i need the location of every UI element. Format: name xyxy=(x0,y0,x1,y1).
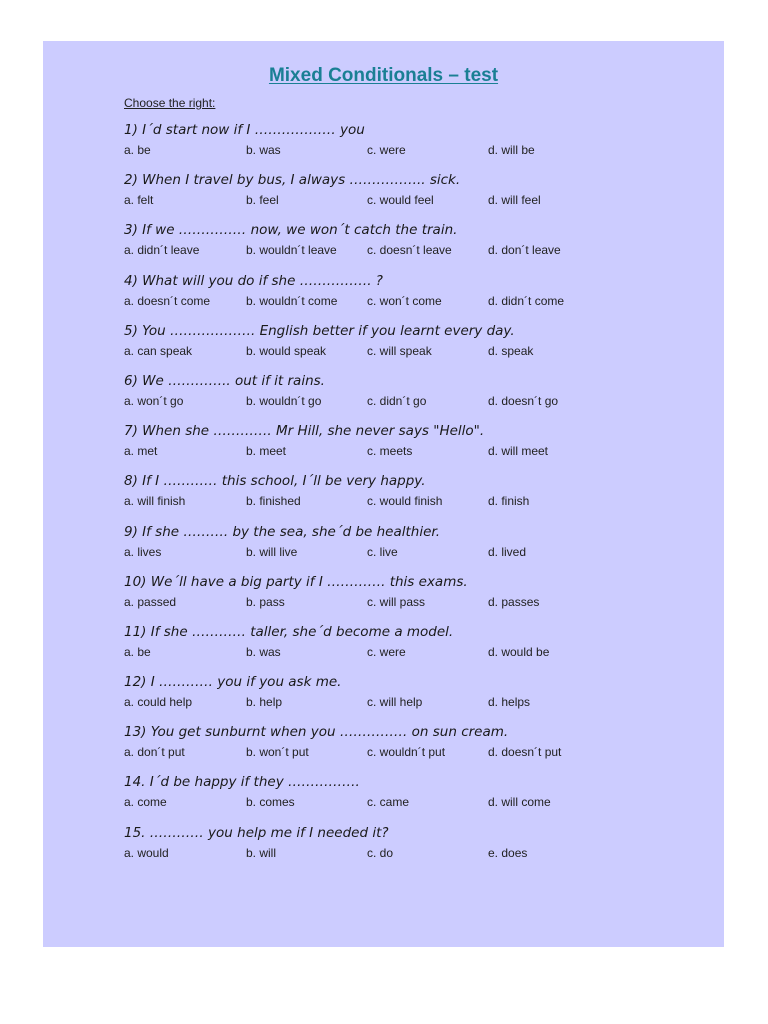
answer-option: c. won´t come xyxy=(367,293,442,308)
answer-option: a. can speak xyxy=(124,343,193,358)
question-text: 7) When she …………. Mr Hill, she never says "Hello". xyxy=(124,423,485,440)
answer-option: c. will help xyxy=(367,695,423,710)
answer-option: b. meet xyxy=(246,444,287,459)
answer-option: b. wouldn´t go xyxy=(246,393,322,408)
answer-option: c. will speak xyxy=(367,343,432,358)
answer-option: b. will xyxy=(246,845,277,860)
answer-option: b. feel xyxy=(246,193,279,208)
question-item xyxy=(124,524,704,574)
answer-option: b. was xyxy=(246,143,281,157)
answer-option: b. will live xyxy=(246,544,298,559)
answer-option: d. would be xyxy=(488,644,550,659)
question-item xyxy=(124,222,704,272)
question-item xyxy=(124,825,704,875)
answer-option: c. were xyxy=(367,644,406,659)
answer-option: b. won´t put xyxy=(246,745,309,760)
question-text: 11) If she ………… taller, she´d become a model. xyxy=(124,623,454,640)
question-text: 9) If she ………. by the sea, she´d be healthier. xyxy=(124,523,440,540)
question-text: 13) You get sunburnt when you …………… on sun cream. xyxy=(124,724,509,741)
answer-option: c. would finish xyxy=(367,494,443,509)
answer-option: a. come xyxy=(124,795,167,810)
instruction-text: Choose the right: xyxy=(124,96,216,110)
answer-option: a. doesn´t come xyxy=(124,293,211,308)
answer-option: b. wouldn´t come xyxy=(246,293,338,308)
question-item xyxy=(124,674,704,724)
question-text: 8) If I ………… this school, I´ll be very happy. xyxy=(124,473,426,490)
answer-option: c. came xyxy=(367,795,410,810)
answer-option: e. does xyxy=(488,845,528,860)
answer-option: b. was xyxy=(246,644,281,659)
answer-option: c. doesn´t leave xyxy=(367,243,452,258)
answer-option: b. comes xyxy=(246,795,295,810)
answer-option: b. would speak xyxy=(246,343,327,358)
answer-option: d. passes xyxy=(488,594,540,609)
question-list xyxy=(124,122,704,875)
question-text: 10) We´ll have a big party if I …………. this exams. xyxy=(124,573,468,590)
question-item xyxy=(124,574,704,624)
answer-option: d. don´t leave xyxy=(488,243,561,258)
answer-option: a. don´t put xyxy=(124,745,185,760)
question-text: 4) What will you do if she ……………. ? xyxy=(124,272,383,289)
answer-option: d. finish xyxy=(488,494,530,509)
answer-option: a. could help xyxy=(124,695,193,710)
answer-option: c. would feel xyxy=(367,193,434,208)
answer-option: c. didn´t go xyxy=(367,393,427,408)
question-text: 15. ………… you help me if I needed it? xyxy=(124,824,389,841)
question-text: 12) I ………… you if you ask me. xyxy=(124,674,342,691)
question-item xyxy=(124,172,704,222)
answer-option: d. speak xyxy=(488,343,534,358)
answer-option: a. be xyxy=(124,644,151,659)
answer-option: a. met xyxy=(124,444,158,459)
answer-option: c. live xyxy=(367,544,398,559)
question-text: 3) If we …………… now, we won´t catch the train. xyxy=(124,222,458,239)
answer-option: c. meets xyxy=(367,444,413,459)
question-item xyxy=(124,724,704,774)
answer-option: d. lived xyxy=(488,544,527,559)
question-item xyxy=(124,423,704,473)
answer-option: d. helps xyxy=(488,695,531,710)
answer-option: d. doesn´t put xyxy=(488,745,562,760)
question-item xyxy=(124,473,704,523)
answer-option: a. lives xyxy=(124,544,162,559)
answer-option: a. felt xyxy=(124,193,154,208)
answer-option: a. won´t go xyxy=(124,393,184,408)
question-item xyxy=(124,273,704,323)
answer-option: c. wouldn´t put xyxy=(367,745,446,760)
answer-option: d. will feel xyxy=(488,193,541,208)
answer-option: b. help xyxy=(246,695,283,710)
answer-option: d. doesn´t go xyxy=(488,393,559,408)
answer-option: b. wouldn´t leave xyxy=(246,243,337,258)
question-text: 2) When I travel by bus, I always …………….. sick. xyxy=(124,172,461,189)
answer-option: a. will finish xyxy=(124,494,186,509)
answer-option: d. didn´t come xyxy=(488,293,565,308)
question-item xyxy=(124,624,704,674)
answer-option: d. will come xyxy=(488,795,551,810)
answer-option: c. were xyxy=(367,143,406,157)
question-item xyxy=(124,122,704,172)
question-text: 14. I´d be happy if they ……………. xyxy=(124,774,360,791)
answer-option: c. do xyxy=(367,845,394,860)
answer-option: b. pass xyxy=(246,594,285,609)
question-text: 1) I´d start now if I ……………… you xyxy=(124,122,365,138)
answer-option: a. didn´t leave xyxy=(124,243,200,258)
answer-option: d. will be xyxy=(488,143,535,157)
question-text: 6) We ………….. out if it rains. xyxy=(124,372,325,389)
answer-option: a. would xyxy=(124,845,169,860)
worksheet-title: Mixed Conditionals – test xyxy=(268,65,499,86)
worksheet-page xyxy=(43,41,724,947)
answer-option: c. will pass xyxy=(367,594,426,609)
question-item xyxy=(124,774,704,824)
question-item xyxy=(124,373,704,423)
answer-option: b. finished xyxy=(246,494,301,509)
answer-option: a. passed xyxy=(124,594,177,609)
question-item xyxy=(124,323,704,373)
answer-option: a. be xyxy=(124,143,151,157)
question-text: 5) You ………………. English better if you learnt every day. xyxy=(124,322,515,339)
answer-option: d. will meet xyxy=(488,444,549,459)
